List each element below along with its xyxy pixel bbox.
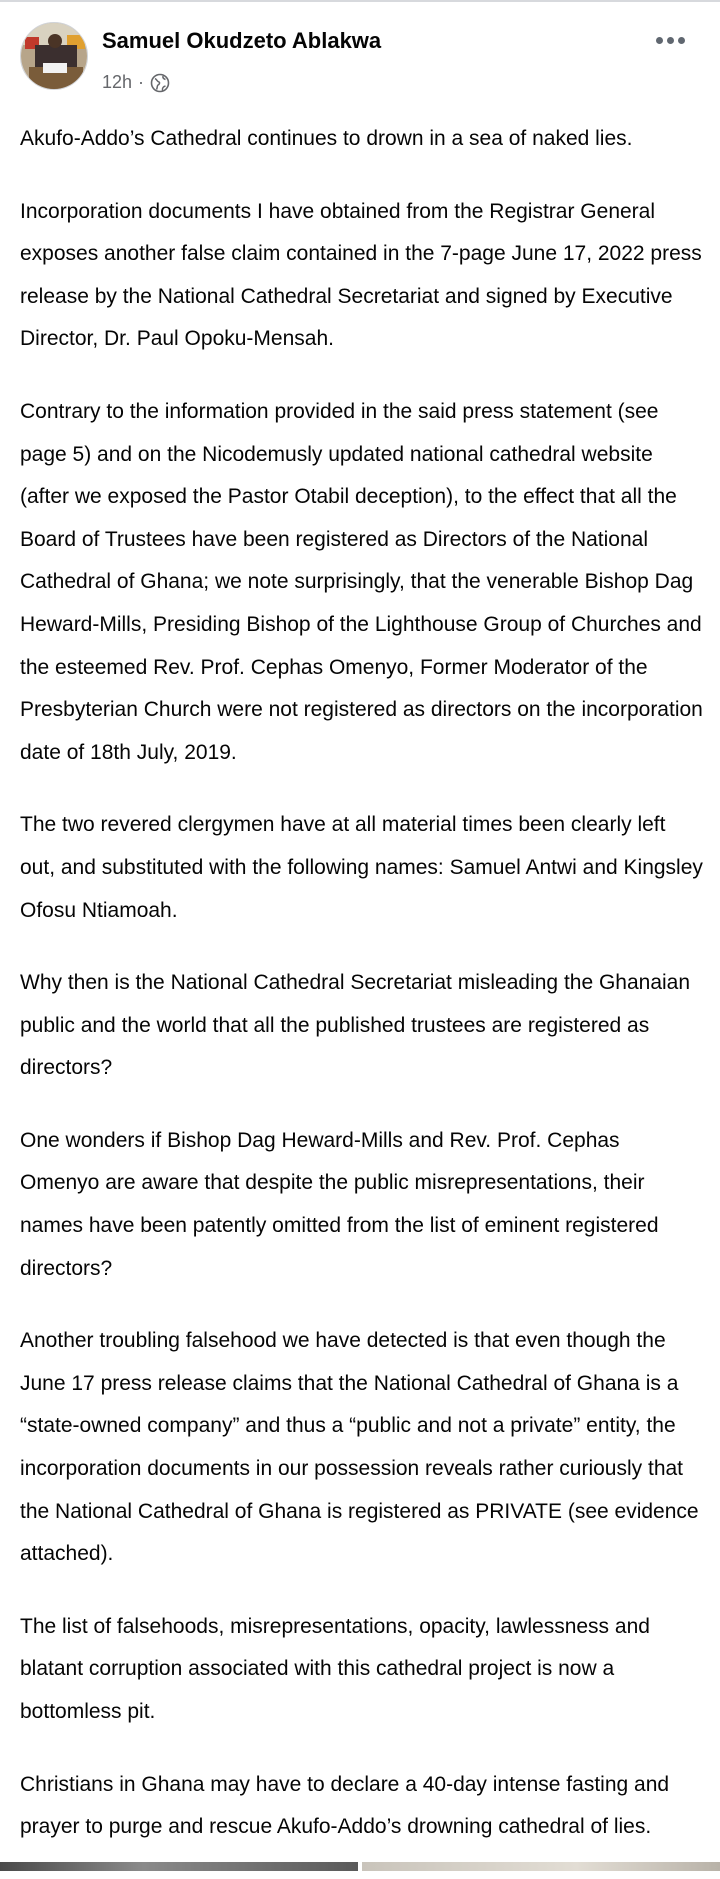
top-divider: [0, 0, 720, 2]
more-dot: [678, 37, 685, 44]
post-header: [20, 22, 700, 102]
post-paragraph: Christians in Ghana may have to declare a 40-day intense fasting and prayer to purge and rescue Akufo-Addo’s drowning cathedral of lies.: [20, 1772, 670, 1839]
more-dots-icon: [656, 37, 663, 44]
attached-image-left[interactable]: [0, 1862, 358, 1871]
post-paragraph: Why then is the National Cathedral Secretariat misleading the Ghanaian public and the world that all the published trustees are registered as directors?: [20, 971, 691, 1080]
post-body: [20, 118, 704, 1879]
avatar[interactable]: [20, 22, 88, 90]
avatar-photo: [21, 23, 88, 90]
attached-images: [0, 1862, 720, 1871]
author-name[interactable]: Samuel Okudzeto Ablakwa: [102, 28, 382, 53]
more-dot: [667, 37, 674, 44]
post-paragraph: The list of falsehoods, misrepresentations, opacity, lawlessness and blatant corruption associated with this cathedral project is now a bottomless pit.: [20, 1614, 650, 1723]
post-paragraph: Incorporation documents I have obtained from the Registrar General exposes another false claim contained in the 7-page June 17, 2022 press release by the National Cathedral Secretariat and signed by Executive Director, Dr. Paul Opoku-Mensah.: [20, 199, 702, 351]
post-paragraph: One wonders if Bishop Dag Heward-Mills and Rev. Prof. Cephas Omenyo are aware that despite the public misrepresentations, their names have been patently omitted from the list of eminent registered directors?: [20, 1128, 659, 1280]
attached-image-right[interactable]: [362, 1862, 720, 1871]
post-time[interactable]: 12h: [102, 72, 133, 92]
post-paragraph: Contrary to the information provided in the said press statement (see page 5) and on the Nicodemusly updated national cathedral website (after we exposed the Pastor Otabil deception), to the effect that all the Board of Trustees have been registered as Directors of the National Cathedral of Ghana; we note surprisingly, that the venerable Bishop Dag Heward-Mills, Presiding Bishop of the Lighthouse Group of Churches and the esteemed Rev. Prof. Cephas Omenyo, Former Moderator of the Presbyterian Church were not registered as directors on the incorporation date of 18th July, 2019.: [20, 399, 703, 764]
post-paragraph: The two revered clergymen have at all material times been clearly left out, and substituted with the following names: Samuel Antwi and Kingsley Ofosu Ntiamoah.: [20, 813, 703, 922]
post-paragraph: Akufo-Addo’s Cathedral continues to drown in a sea of naked lies.: [20, 127, 633, 150]
globe-icon[interactable]: [150, 73, 170, 93]
meta-separator: ·: [138, 72, 145, 92]
post-meta: [102, 72, 170, 93]
more-options-button[interactable]: [648, 28, 692, 52]
post-paragraph: Another troubling falsehood we have detected is that even though the June 17 press release claims that the National Cathedral of Ghana is a “state-owned company” and thus a “public and not a private” entity, the incorporation documents in our possession reveals rather curiously that the National Cathedral of Ghana is registered as PRIVATE (see evidence attached).: [20, 1329, 699, 1566]
